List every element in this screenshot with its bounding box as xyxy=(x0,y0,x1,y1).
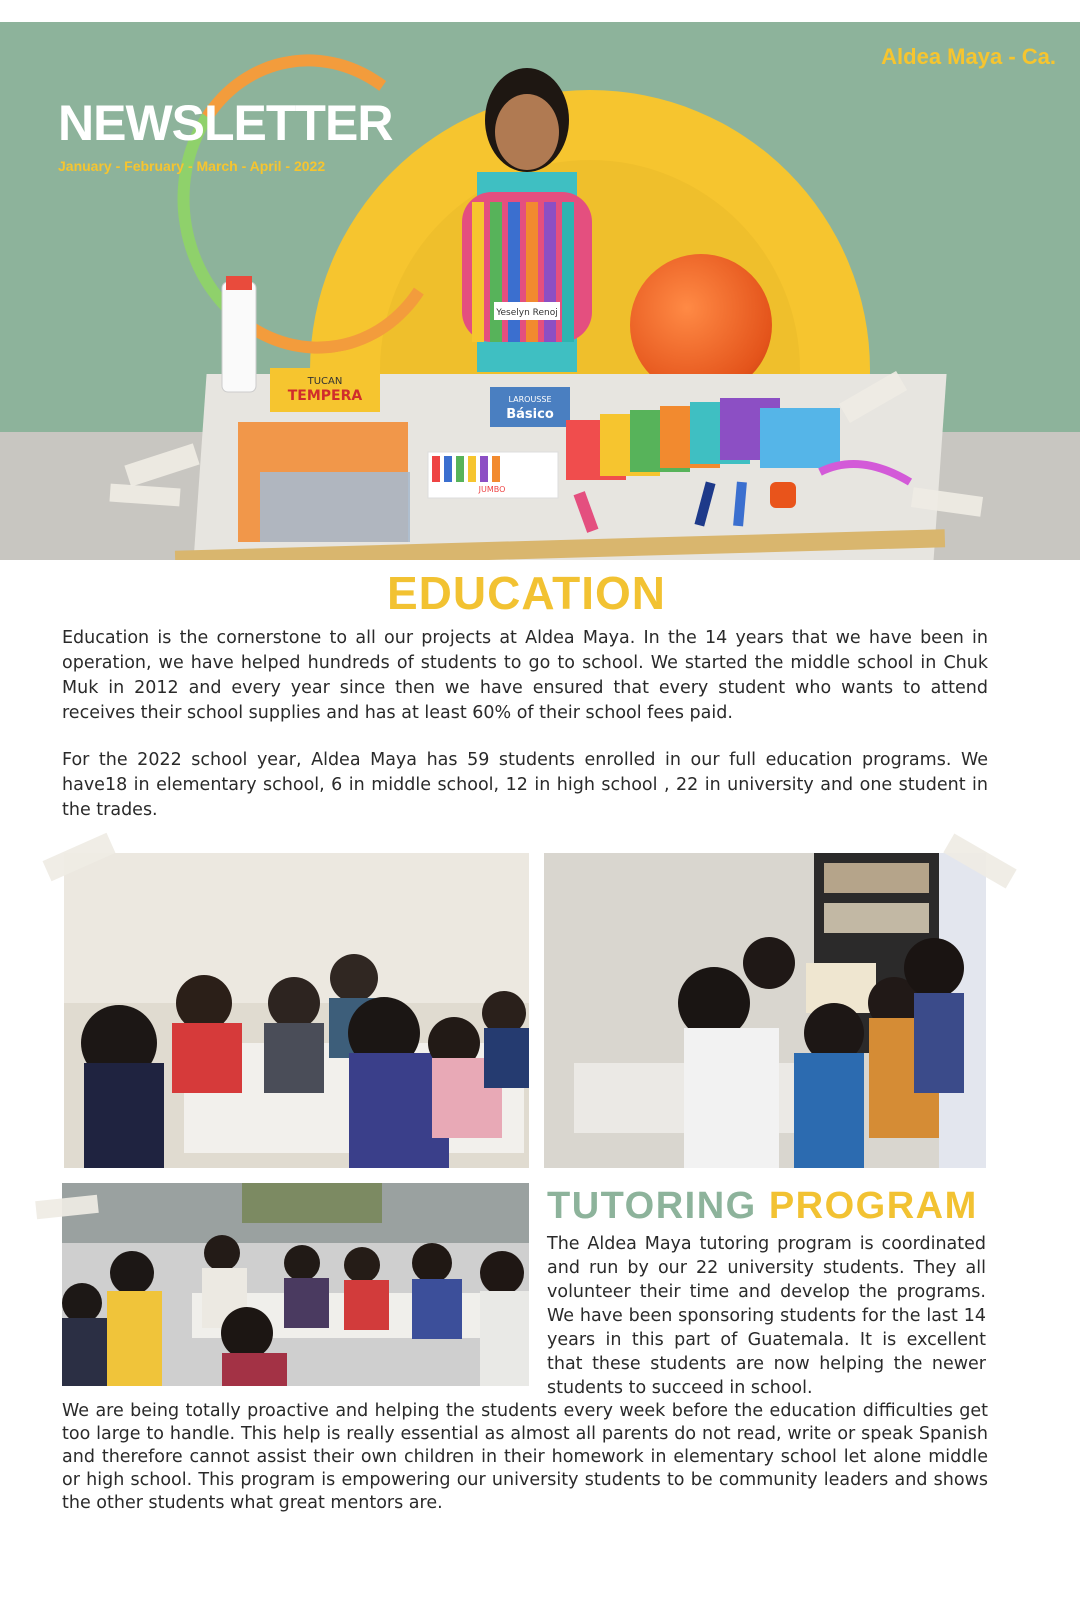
name-tag-text: Yeselyn Renoj xyxy=(496,308,558,318)
hero-banner xyxy=(0,22,1080,560)
newsletter-date-range: January - February - March - April - 2022 xyxy=(58,158,326,174)
newsletter-title: NEWSLETTER xyxy=(58,95,393,151)
school-supplies xyxy=(200,272,920,552)
education-heading: EDUCATION xyxy=(386,567,667,619)
tempera-box-label-2: TEMPERA xyxy=(287,388,363,404)
tutoring-heading-part-2: PROGRAM xyxy=(768,1185,978,1227)
marker-box-label: JUMBO xyxy=(478,485,506,494)
tutoring-heading-part-1: TUTORING xyxy=(547,1185,757,1227)
tutoring-heading xyxy=(547,1185,978,1228)
book-label-2: Básico xyxy=(506,407,554,422)
tempera-box-label-1: TUCAN xyxy=(307,376,343,387)
tutoring-paragraph-1: The Aldea Maya tutoring program is coordinated and run by our 22 university students. They all volunteer their time and develop the programs. We have been sponsoring students for the last 14 years in this part of Guatemala. It is excellent that these students are now helping the newer students to succeed in school. xyxy=(547,1234,986,1398)
tutoring-photo-2 xyxy=(544,853,986,1168)
book-label-1: LAROUSSE xyxy=(508,395,552,404)
education-paragraph-2: For the 2022 school year, Aldea Maya has 59 students enrolled in our full education programs. We have18 in elementary school, 6 in middle school, 12 in high school , 22 in university and one student in the trades. xyxy=(62,750,988,820)
tutoring-paragraph-2: We are being totally proactive and helping the students every week before the education difficulties get too large to handle. This help is really essential as almost all parents do not read, write or speak Spanish and therefore cannot assist their own children in their homework in elementary school let alone middle or high school. This program is empowering our university students to be community leaders and shows the other students what great mentors are. xyxy=(62,1401,988,1513)
brand-name: Aldea Maya - Ca. xyxy=(881,44,1056,69)
education-paragraph-1: Education is the cornerstone to all our projects at Aldea Maya. In the 14 years that we have been in operation, we have helped hundreds of students to go to school. We started the middle school in Chuk Muk in 2012 and every year since then we have ensured that every student who wants to attend receives their school supplies and has at least 60% of their school fees paid. xyxy=(62,628,988,723)
tutoring-photo-1 xyxy=(64,853,529,1168)
tutoring-photo-3 xyxy=(62,1183,529,1386)
